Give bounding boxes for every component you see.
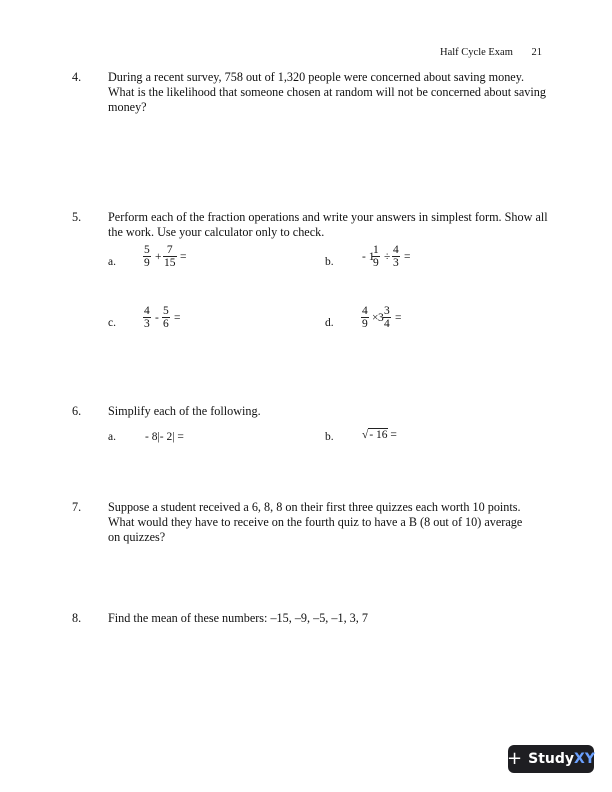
header-title: Half Cycle Exam xyxy=(440,47,513,58)
numerator: 3 xyxy=(384,305,390,317)
equals-sign: = xyxy=(390,429,397,441)
equals-sign: = xyxy=(404,251,411,263)
numerator: 4 xyxy=(144,305,150,317)
item-5b-label: b. xyxy=(325,256,334,268)
logo-text xyxy=(528,752,595,767)
item-6b-expression xyxy=(362,428,397,443)
question-8-number: 8. xyxy=(72,611,82,625)
question-6-number: 6. xyxy=(72,404,82,418)
item-5d-label: d. xyxy=(325,317,334,329)
denominator: 9 xyxy=(362,318,368,330)
logo-accent: XY xyxy=(574,750,595,767)
fraction xyxy=(143,305,151,330)
numerator: 1 xyxy=(373,244,379,256)
fraction xyxy=(163,244,177,269)
logo-brand: Study xyxy=(528,750,575,767)
question-5-text: Perform each of the fraction operations and write your answers in simplest form. Show all the work. Use your calculator only to check. xyxy=(108,210,548,239)
item-6a-expression: - 8|- 2| = xyxy=(145,431,184,443)
question-4-number: 4. xyxy=(72,70,82,84)
operator: ÷ xyxy=(384,251,391,263)
question-4-text: During a recent survey, 758 out of 1,320 people were concerned about saving money. What is the likelihood that someone chosen at random will not be concerned about saving money? xyxy=(108,70,546,114)
fraction xyxy=(162,305,170,330)
item-5a-label: a. xyxy=(108,256,116,268)
denominator: 3 xyxy=(393,257,399,269)
studyxy-logo-badge[interactable] xyxy=(508,745,594,773)
question-7-number: 7. xyxy=(72,500,82,514)
numerator: 4 xyxy=(393,244,399,256)
square-root-icon: √ xyxy=(362,429,369,441)
denominator: 15 xyxy=(164,257,176,269)
numerator: 4 xyxy=(362,305,368,317)
denominator: 6 xyxy=(163,318,169,330)
equals-sign: = xyxy=(180,251,187,263)
denominator: 9 xyxy=(373,257,379,269)
denominator: 3 xyxy=(144,318,150,330)
page-header xyxy=(440,45,542,60)
fraction xyxy=(143,244,151,269)
question-8-text: Find the mean of these numbers: –15, –9, –5, –1, 3, 7 xyxy=(108,611,368,625)
fraction xyxy=(392,244,400,269)
whole-number: 3 xyxy=(378,312,384,324)
item-5c-label: c. xyxy=(108,317,116,329)
numerator: 5 xyxy=(163,305,169,317)
operator: - xyxy=(155,312,159,324)
question-5-number: 5. xyxy=(72,210,82,224)
denominator: 4 xyxy=(384,318,390,330)
question-7-text: Suppose a student received a 6, 8, 8 on their first three quizzes each worth 10 points. What would they have to receive on the fourth quiz to have a B (8 out of 10) average on quizzes? xyxy=(108,500,523,544)
fraction xyxy=(361,305,369,330)
operator: + xyxy=(155,251,162,263)
item-6a-label: a. xyxy=(108,431,116,443)
page-number: 21 xyxy=(531,47,543,58)
equals-sign: = xyxy=(174,312,181,324)
question-6-text: Simplify each of the following. xyxy=(108,404,261,418)
operator: × xyxy=(372,312,379,324)
whole-number: - 1 xyxy=(362,251,375,263)
denominator: 9 xyxy=(144,257,150,269)
numerator: 5 xyxy=(144,244,150,256)
fraction xyxy=(372,244,380,269)
equals-sign: = xyxy=(395,312,402,324)
plus-icon: + xyxy=(507,747,523,769)
item-6b-label: b. xyxy=(325,431,334,443)
fraction xyxy=(383,305,391,330)
radicand: - 16 xyxy=(369,429,388,441)
numerator: 7 xyxy=(163,244,177,257)
